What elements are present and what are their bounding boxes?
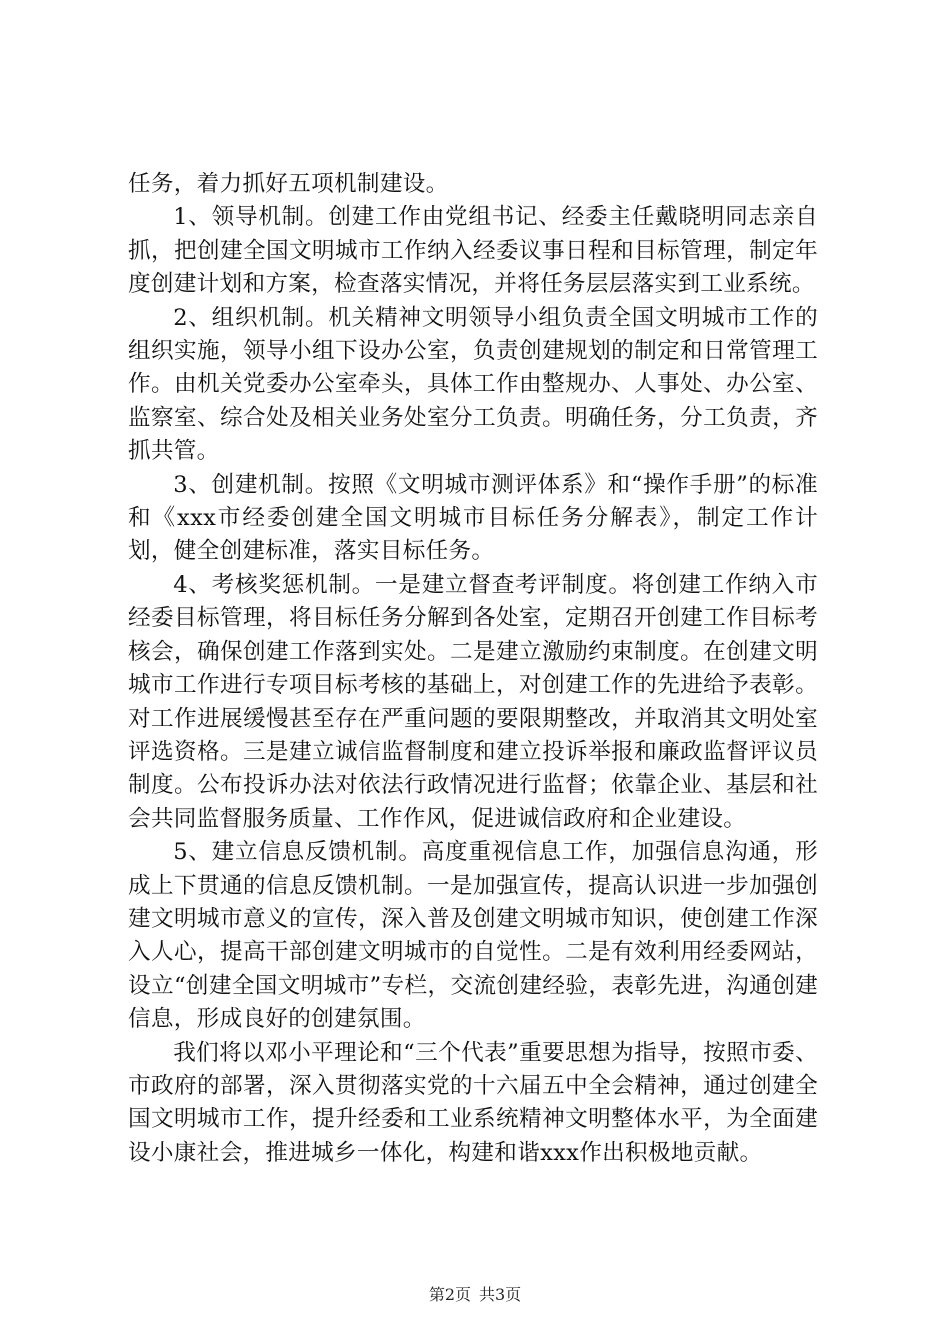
page-number: 第2页 bbox=[428, 1285, 471, 1304]
page-total: 共3页 bbox=[479, 1285, 522, 1304]
paragraph-feedback-mechanism: 5、建立信息反馈机制。高度重视信息工作，加强信息沟通，形成上下贯通的信息反馈机制。一是加强宣传，提高认识进一步加强创建文明城市意义的宣传，深入普及创建文明城市知识，使创建工作深入人心，提高干部创建文明城市的自觉性。二是有效利用经委网站，设立“创建全国文明城市”专栏，交流创建经验，表彰先进，沟通创建信息，形成良好的创建氛围。 bbox=[128, 839, 818, 1033]
paragraph-assessment-mechanism: 4、考核奖惩机制。一是建立督查考评制度。将创建工作纳入市经委目标管理，将目标任务分解到各处室，定期召开创建工作目标考核会，确保创建工作落到实处。二是建立激励约束制度。在创建文明城市工作进行专项目标考核的基础上，对创建工作的先进给予表彰。对工作进展缓慢甚至存在严重问题的要限期整改，并取消其文明处室评选资格。三是建立诚信监督制度和建立投诉举报和廉政监督评议员制度。公布投诉办法对依法行政情况进行监督；依靠企业、基层和社会共同监督服务质量、工作作风，促进诚信政府和企业建设。 bbox=[128, 571, 818, 832]
paragraph-organization-mechanism: 2、组织机制。机关精神文明领导小组负责全国文明城市工作的组织实施，领导小组下设办公室，负责创建规划的制定和日常管理工作。由机关党委办公室牵头，具体工作由整规办、人事处、办公室、监察室、综合处及相关业务处室分工负责。明确任务，分工负责，齐抓共管。 bbox=[128, 304, 818, 465]
page-footer bbox=[0, 1282, 950, 1305]
paragraph-conclusion: 我们将以邓小平理论和“三个代表”重要思想为指导，按照市委、市政府的部署，深入贯彻落实党的十六届五中全会精神，通过创建全国文明城市工作，提升经委和工业系统精神文明整体水平，为全面建设小康社会，推进城乡一体化，构建和谐xxx作出积极地贡献。 bbox=[128, 1039, 818, 1166]
paragraph-creation-mechanism: 3、创建机制。按照《文明城市测评体系》和“操作手册”的标准和《xxx市经委创建全国文明城市目标任务分解表》，制定工作计划，健全创建标准，落实目标任务。 bbox=[128, 471, 818, 565]
paragraph-intro: 任务，着力抓好五项机制建设。 bbox=[128, 171, 449, 197]
paragraph-leadership-mechanism: 1、领导机制。创建工作由党组书记、经委主任戴晓明同志亲自抓，把创建全国文明城市工作纳入经委议事日程和目标管理，制定年度创建计划和方案，检查落实情况，并将任务层层落实到工业系统。 bbox=[128, 204, 818, 298]
document-body bbox=[128, 168, 818, 1170]
